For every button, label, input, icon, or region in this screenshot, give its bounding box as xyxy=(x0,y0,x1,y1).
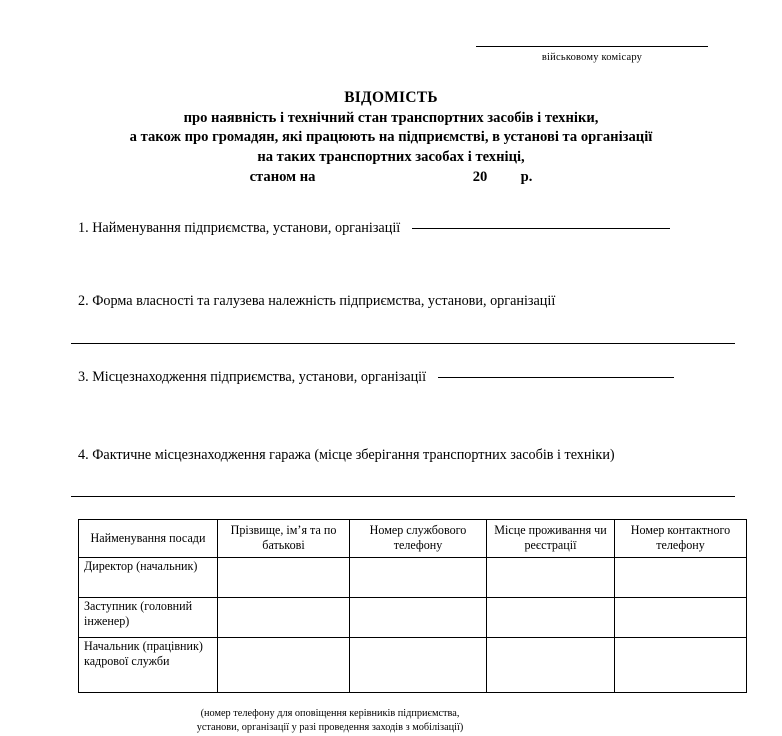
column-header-post: Найменування посади xyxy=(79,520,218,558)
row-2-office-phone[interactable] xyxy=(350,598,487,638)
field-1-label: Найменування підприємства, установи, організації xyxy=(92,220,401,236)
field-4-label: Фактичне місцезнаходження гаража (місце зберігання транспортних засобів і техніки) xyxy=(92,447,615,463)
date-prefix-label: станом на xyxy=(249,169,316,185)
column-header-office-phone: Номер службового телефону xyxy=(350,520,487,558)
addressee-block xyxy=(476,46,708,64)
table-row xyxy=(79,598,747,638)
field-4 xyxy=(78,446,615,464)
table-header-row xyxy=(79,520,747,558)
addressee-caption: військовому комісару xyxy=(541,52,643,63)
row-3-residence[interactable] xyxy=(487,638,615,693)
row-2-contact-phone[interactable] xyxy=(615,598,747,638)
table-row xyxy=(79,638,747,693)
field-2-input-line[interactable] xyxy=(71,343,735,344)
date-year-label: 20 xyxy=(472,169,488,185)
field-1-input-line[interactable] xyxy=(412,228,670,229)
row-3-office-phone[interactable] xyxy=(350,638,487,693)
row-3-fio[interactable] xyxy=(218,638,350,693)
field-3-label: Місцезнаходження підприємства, установи, організації xyxy=(92,369,427,385)
date-line xyxy=(250,168,533,188)
row-1-office-phone[interactable] xyxy=(350,558,487,598)
title-subline-2: а також про громадян, які працюють на підприємстві, в установі та організації xyxy=(129,129,653,145)
field-1 xyxy=(78,219,670,237)
date-suffix-label: р. xyxy=(520,169,533,185)
row-3-contact-phone[interactable] xyxy=(615,638,747,693)
footnote-line-2: установи, організації у разі проведення заходів з мобілізації) xyxy=(196,722,464,733)
title-block xyxy=(0,88,782,188)
footnote xyxy=(0,707,660,735)
field-3-number: 3. xyxy=(78,369,89,385)
footnote-line-1: (номер телефону для оповіщення керівників підприємства, xyxy=(200,708,460,719)
row-1-fio[interactable] xyxy=(218,558,350,598)
row-3-post: Начальник (працівник) кадрової служби xyxy=(79,638,218,693)
row-1-contact-phone[interactable] xyxy=(615,558,747,598)
field-3-input-line[interactable] xyxy=(438,377,674,378)
field-1-number: 1. xyxy=(78,220,89,236)
column-header-residence: Місце проживання чи реєстрації xyxy=(487,520,615,558)
field-2 xyxy=(78,292,555,310)
field-4-number: 4. xyxy=(78,447,89,463)
page-title: ВІДОМІСТЬ xyxy=(344,89,438,106)
column-header-contact-phone: Номер контактного телефону xyxy=(615,520,747,558)
field-2-number: 2. xyxy=(78,293,89,309)
title-subline-3: на таких транспортних засобах і техніці, xyxy=(257,148,525,165)
row-1-post: Директор (начальник) xyxy=(79,558,218,598)
roster-table xyxy=(78,519,747,693)
roster-table-wrap xyxy=(78,519,746,693)
row-2-post: Заступник (головний інженер) xyxy=(79,598,218,638)
field-4-input-line[interactable] xyxy=(71,496,735,497)
field-2-label: Форма власності та галузева належність підприємства, установи, організації xyxy=(92,293,556,309)
column-header-fio: Прізвище, ім’я та по батькові xyxy=(218,520,350,558)
table-row xyxy=(79,558,747,598)
field-3 xyxy=(78,368,674,386)
row-2-fio[interactable] xyxy=(218,598,350,638)
title-subline-1: про наявність і технічний стан транспортних засобів і техніки, xyxy=(183,109,599,126)
row-1-residence[interactable] xyxy=(487,558,615,598)
row-2-residence[interactable] xyxy=(487,598,615,638)
